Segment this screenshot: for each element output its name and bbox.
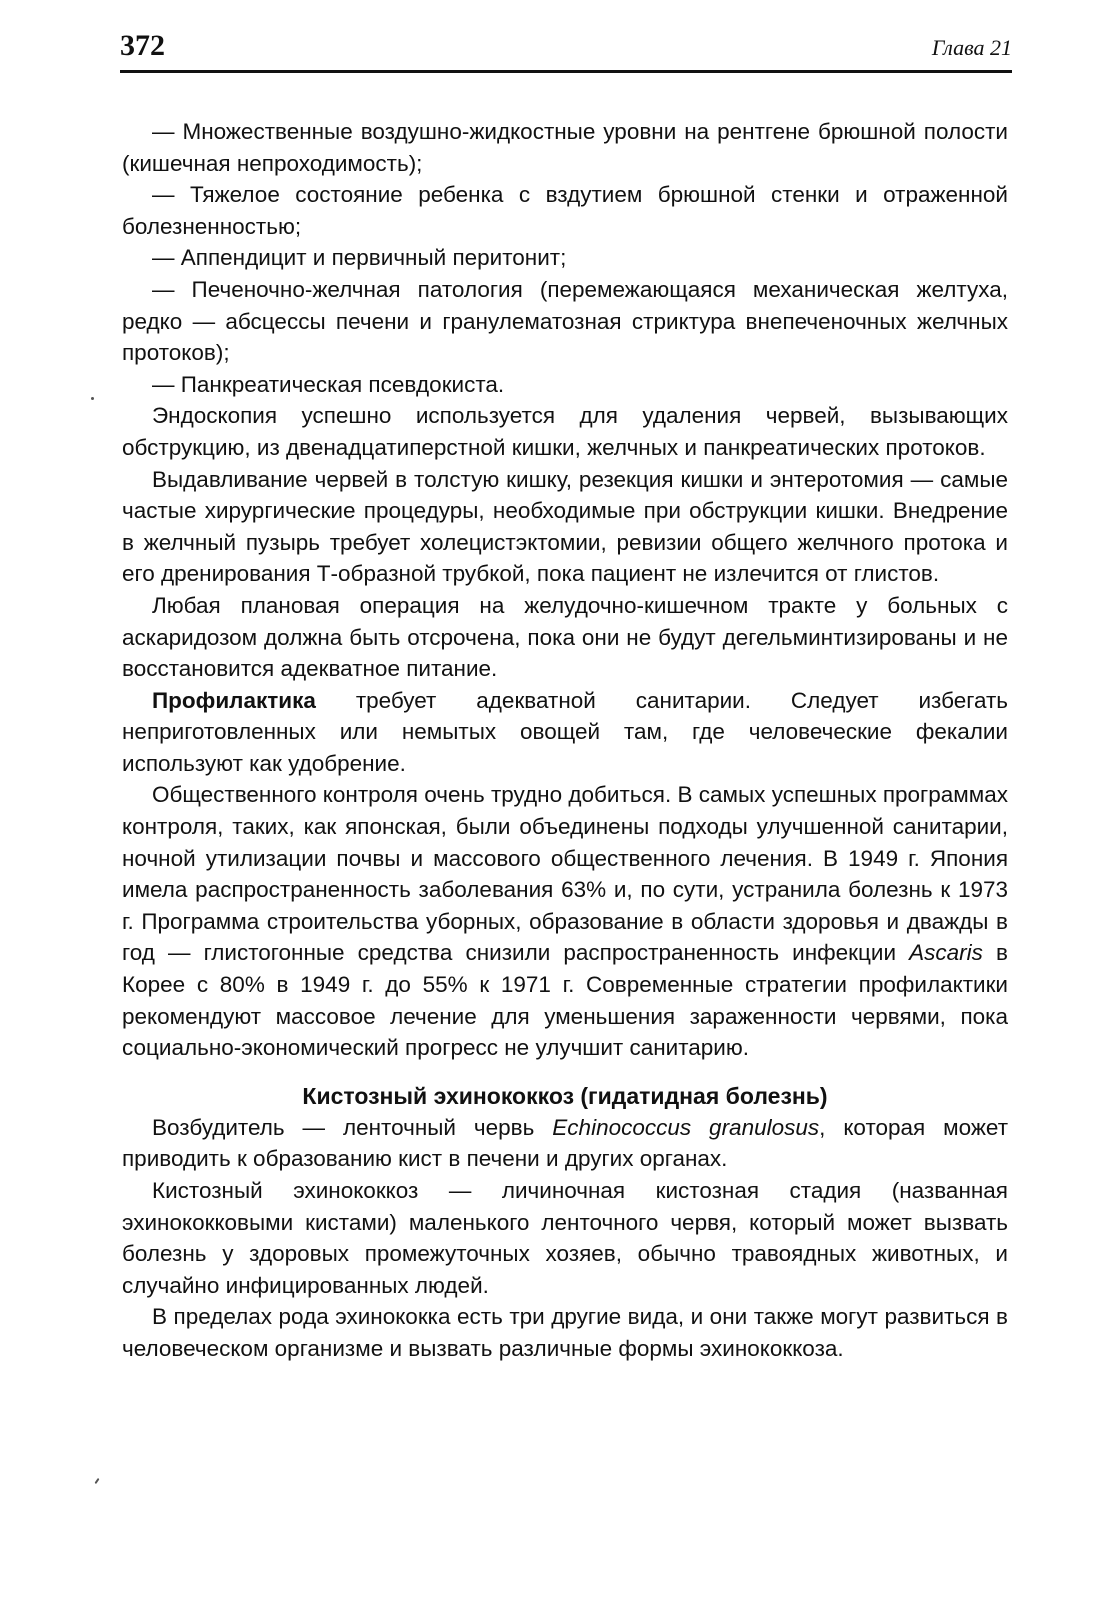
page-number: 372 [120, 29, 165, 62]
control-text-2: в Корее с 80% в 1949 г. до 55% к 1971 г. Современные стратегии профилактики рекомендуют массовое лечение для уменьшения зараженности червями, пока социально-экономический прогресс не улучшит санитарию. [122, 940, 1008, 1061]
paragraph-pathogen [122, 1112, 1008, 1175]
prophylaxis-term: Профилактика [152, 687, 316, 713]
section-title: Кистозный эхинококкоз (гидатидная болезнь) [302, 1082, 828, 1109]
list-item-condition: — Тяжелое состояние ребенка с вздутием брюшной стенки и отраженной болезненностью; [122, 182, 1008, 239]
paragraph-elective-surgery: Любая плановая операция на желудочно-кишечном тракте у больных с аскаридозом должна быть отсрочена, пока они не будут дегельминтизированы и не восстановится адекватное питание. [122, 592, 1008, 682]
running-header [120, 28, 1012, 72]
pathogen-text-2: , которая может приводить к образованию кист в печени и других органах. [122, 1114, 1009, 1172]
control-text-1: Общественного контроля очень трудно добиться. В самых успешных программах контроля, таких, как японская, были объединены подходы улучшенной санитарии, ночной утилизации почвы и массового общественного лечения. В 1949 г. Япония имела распространенность заболевания 63% и, по сути, устранила болезнь к 1973 г. Программа строительства уборных, образование в области здоровья и дважды в год — глистогонные средства снизили распространенность инфекции [122, 782, 1008, 966]
paragraph-other-species: В пределах рода эхинококка есть три другие вида, и они также могут развиться в человеческом организме и вызвать различные формы эхинококкоза. [122, 1304, 1008, 1361]
scan-speck [91, 397, 94, 400]
paragraph-surgery: Выдавливание червей в толстую кишку, резекция кишки и энтеротомия — самые частые хирургические процедуры, необходимые при обструкции кишки. Внедрение в желчный пузырь требует холецистэктомии, ревизии общего желчного протока и его дренирования Т-образной трубкой, пока пациент не излечится от глистов. [122, 466, 1008, 587]
paragraph-cystic-echinococcosis: Кистозный эхинококкоз — личиночная кистозная стадия (названная эхинококковыми кистами) маленького ленточного червя, который может вызвать болезнь у здоровых промежуточных хозяев, обычно травоядных животных, и случайно инфицированных людей. [122, 1178, 1008, 1298]
pathogen-text-1: Возбудитель — ленточный червь [152, 1114, 553, 1140]
ascaris-term: Ascaris [909, 940, 983, 966]
list-item-hepatobiliary: — Печеночно-желчная патология (перемежающаяся механическая желтуха, редко — абсцессы печени и гранулематозная стриктура внепеченочных желчных протоков); [122, 276, 1008, 366]
body-text [122, 116, 1008, 1365]
list-item-xray: — Множественные воздушно-жидкостные уровни на рентгене брюшной полости (кишечная непроходимость); [122, 119, 1008, 176]
list-item-appendicitis: — Аппендицит и первичный перитонит; [152, 245, 567, 271]
list-item-pseudocyst: — Панкреатическая псевдокиста. [152, 371, 505, 397]
echinococcus-term: Echinococcus granulosus [552, 1114, 820, 1140]
scan-mark [94, 1478, 99, 1484]
paragraph-prophylaxis [122, 685, 1008, 780]
header-rule [120, 70, 1012, 73]
paragraph-endoscopy: Эндоскопия успешно используется для удаления червей, вызывающих обструкцию, из двенадцатиперстной кишки, желчных и панкреатических протоков. [122, 403, 1008, 460]
prophylaxis-text: требует адекватной санитарии. Следует избегать неприготовленных или немытых овощей там, где человеческие фекалии используют как удобрение. [122, 687, 1008, 776]
chapter-label: Глава 21 [931, 35, 1012, 60]
paragraph-public-control [122, 779, 1008, 1063]
